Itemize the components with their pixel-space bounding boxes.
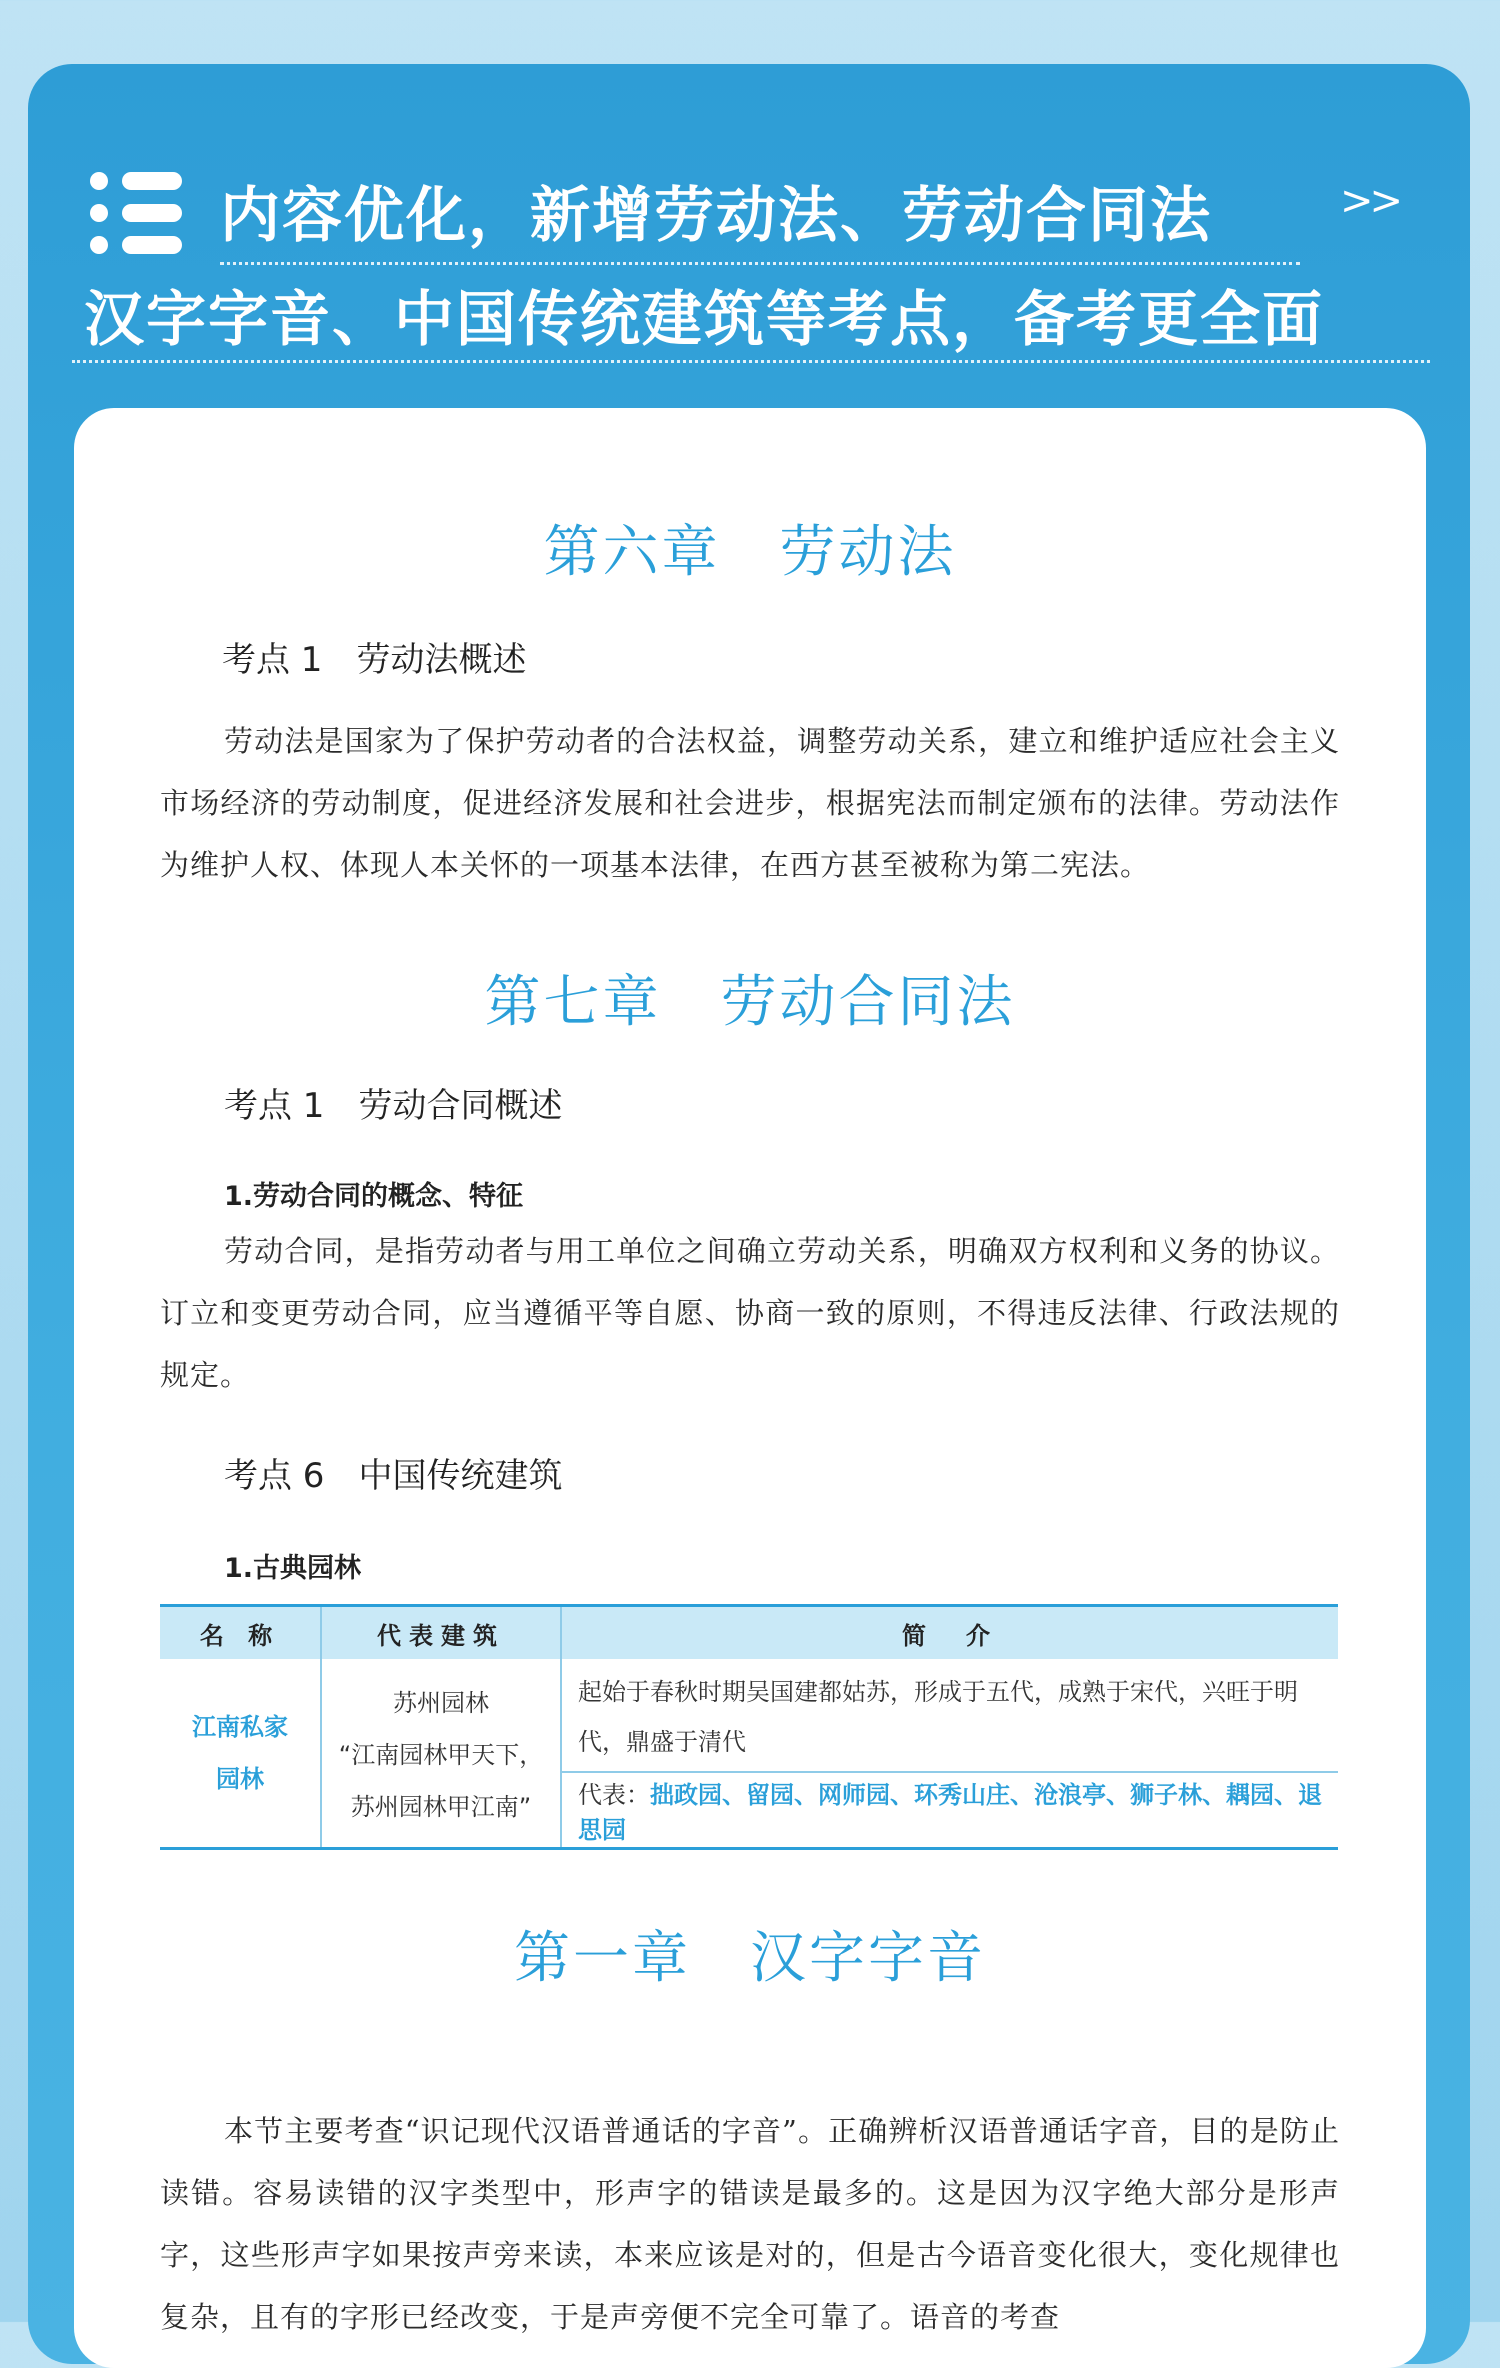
representative-cell	[321, 1659, 561, 1849]
chapter-7-point: 考点 1 劳动合同概述	[224, 1086, 563, 1126]
chapter-6-title: 第六章 劳动法	[543, 520, 957, 585]
dotted-divider	[72, 360, 1430, 363]
chapter-7-title: 第七章 劳动合同法	[484, 970, 1016, 1035]
list-icon	[90, 170, 182, 256]
rep-line: “江南园林甲天下，	[338, 1740, 544, 1769]
banner-headline-2: 汉字字音、中国传统建筑等考点，备考更全面	[84, 285, 1324, 355]
reps-label: 代表：	[578, 1781, 650, 1809]
representatives-cell	[561, 1772, 1338, 1849]
chapter-7-paragraph: 劳动合同，是指劳动者与用工单位之间确立劳动关系，明确双方权利和义务的协议。订立和变更劳动合同，应当遵循平等自愿、协商一致的原则，不得违反法律、行政法规的规定。	[160, 1234, 1340, 1392]
content-card	[74, 408, 1426, 2368]
chapter-1-paragraph: 本节主要考查“识记现代汉语普通话的字音”。正确辨析汉语普通话字音，目的是防止读错。容易读错的汉字类型中，形声字的错读是最多的。这是因为汉字绝大部分是形声字，这些形声字如果按声旁来读，本来应该是对的，但是古今语音变化很大，变化规律也复杂，且有的字形已经改变，于是声旁便不完全可靠了。语音的考查	[160, 2114, 1340, 2334]
reps-list: 拙政园、留园、网师园、环秀山庄、沧浪亭、狮子林、耦园、退思园	[578, 1781, 1322, 1844]
rep-line: 苏州园林甲江南”	[350, 1792, 532, 1821]
architecture-subheading: 1.古典园林	[224, 1553, 362, 1584]
chapter-6-paragraph: 劳动法是国家为了保护劳动者的合法权益，调整劳动关系，建立和维护适应社会主义市场经济的劳动制度，促进经济发展和社会进步，根据宪法而制定颁布的法律。劳动法作为维护人权、体现人本关怀的一项基本法律，在西方甚至被称为第二宪法。	[160, 724, 1340, 882]
chevron-right-icon: >>	[1340, 178, 1400, 224]
chapter-1-title: 第一章 汉字字音	[514, 1926, 986, 1991]
garden-name-text: 江南私家园林	[192, 1713, 288, 1793]
architecture-point: 考点 6 中国传统建筑	[224, 1456, 563, 1496]
table-row	[160, 1659, 1338, 1772]
intro-cell: 起始于春秋时期吴国建都姑苏，形成于五代，成熟于宋代，兴旺于明代，鼎盛于清代	[561, 1659, 1338, 1772]
rep-line: 苏州园林	[393, 1688, 489, 1717]
header-representative: 代表建筑	[321, 1606, 561, 1660]
table-header-row	[160, 1606, 1338, 1660]
garden-name	[160, 1659, 321, 1849]
header-name: 名 称	[160, 1606, 321, 1660]
dotted-divider	[220, 262, 1300, 265]
chapter-7-subheading: 1.劳动合同的概念、特征	[224, 1181, 524, 1212]
chapter-6-point: 考点 1 劳动法概述	[222, 640, 527, 680]
header-intro: 简 介	[561, 1606, 1338, 1660]
banner-headline-1: 内容优化，新增劳动法、劳动合同法	[220, 181, 1212, 251]
garden-table	[160, 1604, 1338, 1850]
